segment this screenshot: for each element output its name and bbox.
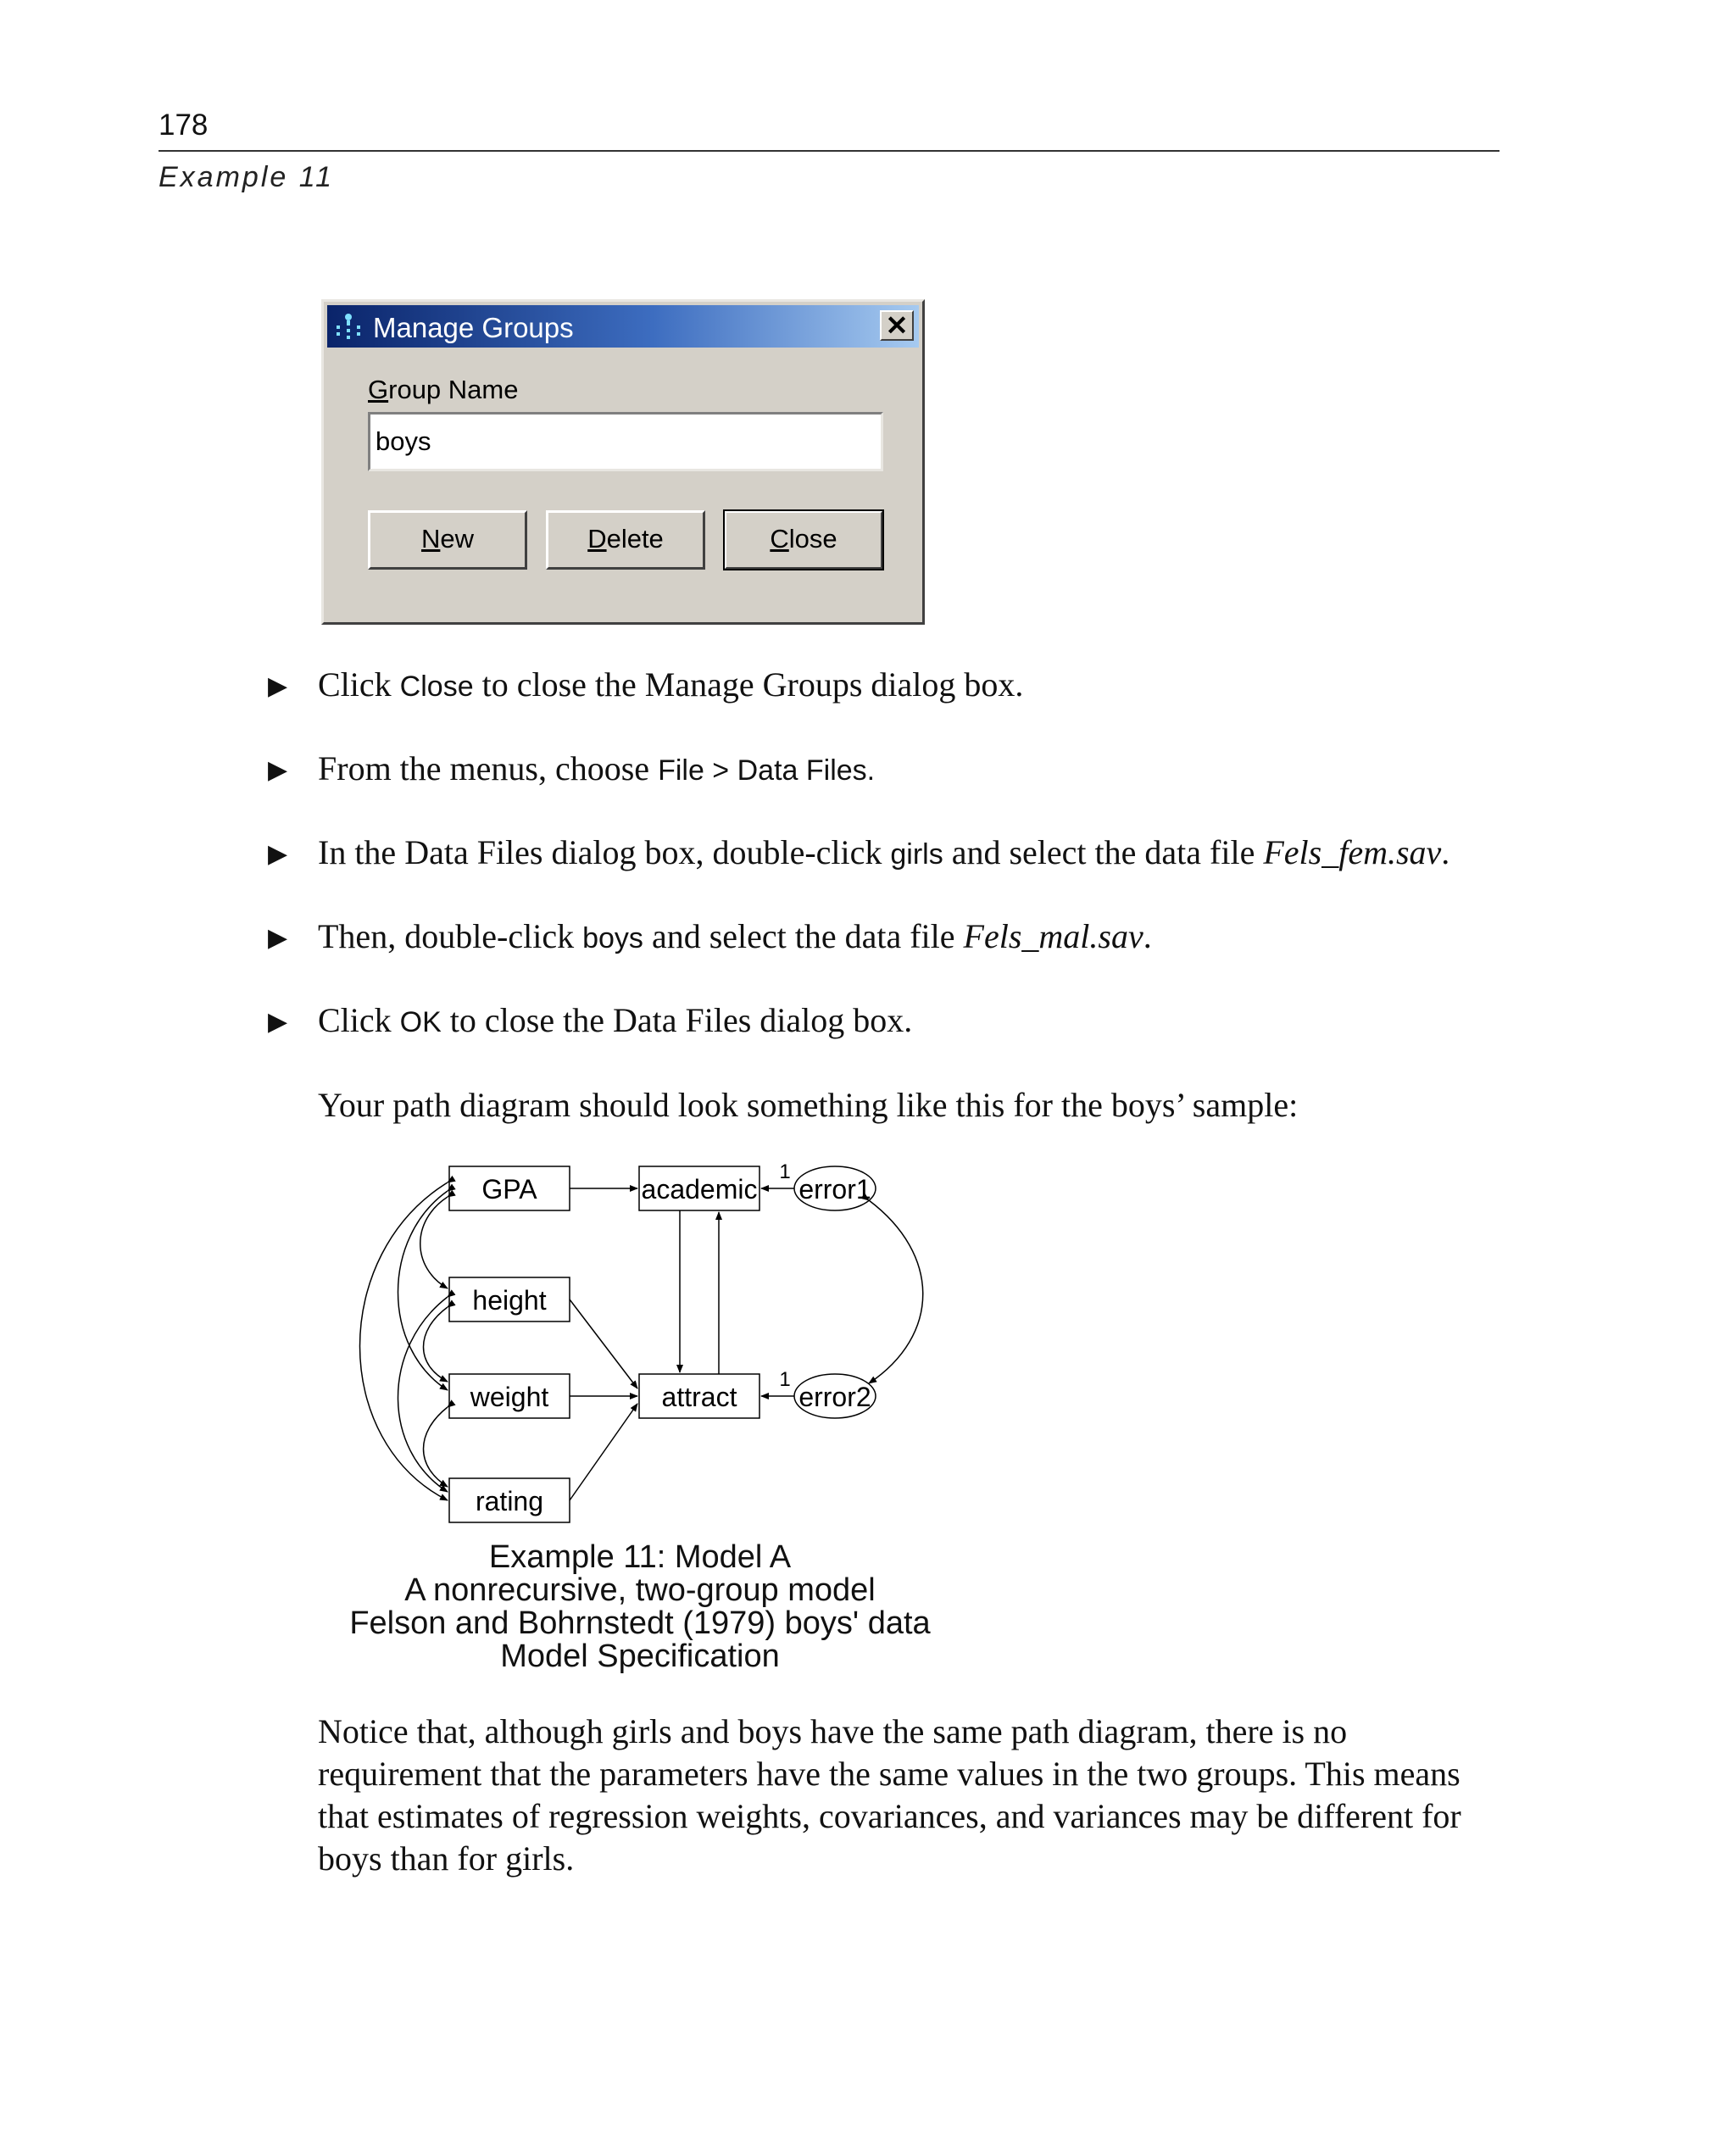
page-number: 178: [159, 108, 209, 142]
delete-label: elete: [606, 524, 664, 554]
step-3: In the Data Files dialog box, double-click girls and select the data file Fels_fem.sav.: [318, 833, 1450, 871]
path-height-attract: [570, 1299, 637, 1388]
new-label: ew: [440, 524, 475, 554]
new-button[interactable]: [368, 510, 527, 570]
group-name-input[interactable]: [368, 412, 883, 471]
diagram-caption-line: Example 11: Model A: [488, 1539, 792, 1575]
manage-groups-dialog: [321, 299, 925, 625]
group-name-label: [368, 375, 518, 405]
step-4: Then, double-click boys and select the data file Fels_mal.sav.: [318, 917, 1152, 955]
label-error2: error2: [798, 1382, 871, 1412]
cov-gpa-height: [420, 1197, 448, 1288]
weight-label-1: 1: [779, 1160, 791, 1183]
cov-error1-error2: [869, 1200, 923, 1383]
label-academic: academic: [641, 1174, 758, 1205]
dialog-title: Manage Groups: [373, 312, 574, 343]
cov-height-weight: [424, 1307, 448, 1382]
path-rating-attract: [570, 1404, 637, 1500]
close-mnemonic: C: [770, 524, 789, 554]
cov-gpa-weight: [398, 1191, 448, 1390]
close-icon[interactable]: ✕: [880, 310, 914, 341]
label-gpa: GPA: [481, 1174, 537, 1205]
diagram-caption-line: A nonrecursive, two-group model: [404, 1572, 876, 1608]
bullet-arrow-icon: ▶: [268, 755, 288, 785]
header-rule: [159, 150, 1500, 152]
new-mnemonic: N: [420, 524, 441, 554]
step-1: Click Close to close the Manage Groups dialog box.: [318, 665, 1024, 704]
label-height: height: [472, 1285, 547, 1316]
bullet-arrow-icon: ▶: [268, 671, 288, 701]
cov-gpa-rating: [360, 1182, 448, 1500]
delete-button[interactable]: [546, 510, 705, 570]
label-weight: weight: [470, 1382, 549, 1412]
closing-paragraph: Notice that, although girls and boys have the same path diagram, there is no requirement that the parameters have the same values in the two groups. This means that estimates of regression weights, covariances, and variances may be different for boys than for girls.: [318, 1712, 1461, 1878]
label-attract: attract: [661, 1382, 737, 1412]
bullet-arrow-icon: ▶: [268, 1007, 288, 1037]
groups-icon: [334, 312, 363, 341]
label-rating: rating: [475, 1486, 544, 1516]
weight-label-2: 1: [779, 1368, 791, 1391]
intro-paragraph: Your path diagram should look something like this for the boys’ sample:: [318, 1086, 1299, 1124]
step-5: Click OK to close the Data Files dialog box.: [318, 1001, 913, 1039]
label-rest: roup Name: [388, 375, 519, 404]
label-error1: error1: [798, 1174, 871, 1205]
dialog-titlebar[interactable]: [327, 305, 919, 348]
bullet-arrow-icon: ▶: [268, 839, 288, 869]
label-mnemonic: G: [368, 375, 389, 404]
section-title: Example 11: [159, 161, 335, 193]
path-diagram: [331, 1153, 975, 1551]
delete-mnemonic: D: [587, 524, 607, 554]
close-label: lose: [788, 524, 837, 554]
cov-height-rating: [398, 1297, 448, 1492]
bullet-arrow-icon: ▶: [268, 923, 288, 953]
diagram-caption-line: Felson and Bohrnstedt (1979) boys' data: [349, 1605, 931, 1641]
step-2: From the menus, choose File > Data Files.: [318, 749, 876, 787]
close-button[interactable]: [724, 510, 883, 570]
diagram-caption-line: Model Specification: [500, 1639, 780, 1674]
